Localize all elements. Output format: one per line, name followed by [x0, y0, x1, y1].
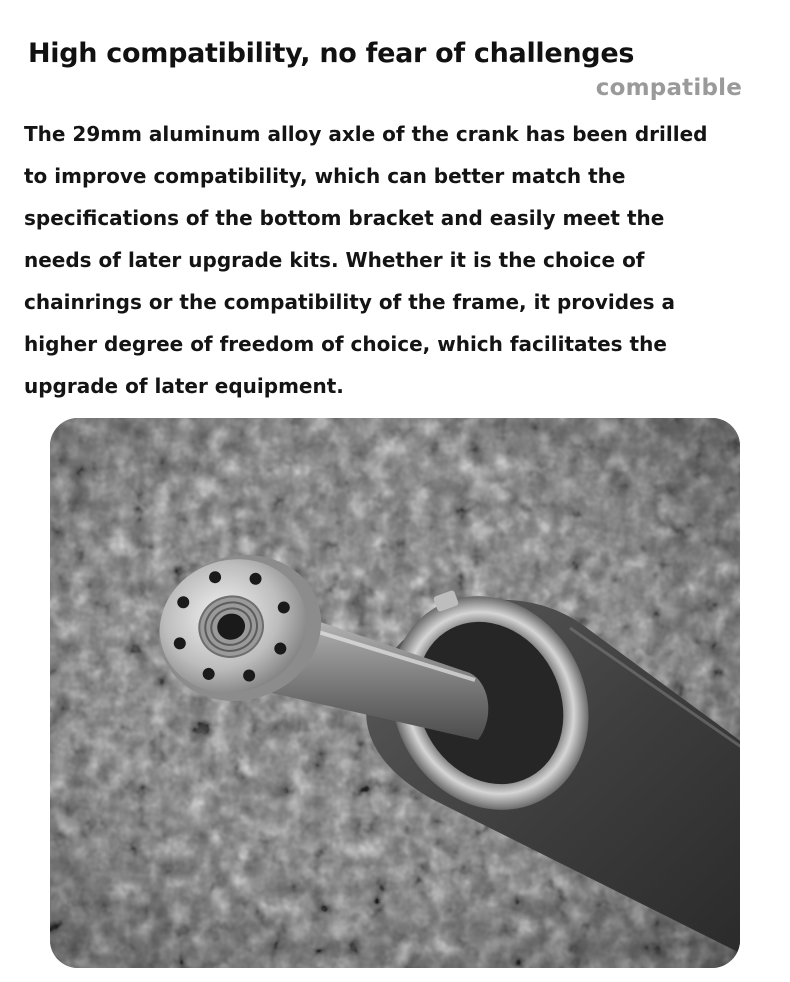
description-text: The 29mm aluminum alloy axle of the crank has been drilled to improve compatibility, which can better match the specifications of the bottom bracket and easily meet the needs of later upgrade kits. Whether it is the choice of chainrings or the compatibility of the frame, it provides a higher degree of freedom of choice, which facilitates the upgrade of later equipment. [24, 122, 708, 398]
crank-axle-photo [50, 418, 740, 968]
page-title: High compatibility, no fear of challenges [28, 38, 635, 69]
section-tag: compatible [595, 75, 742, 101]
